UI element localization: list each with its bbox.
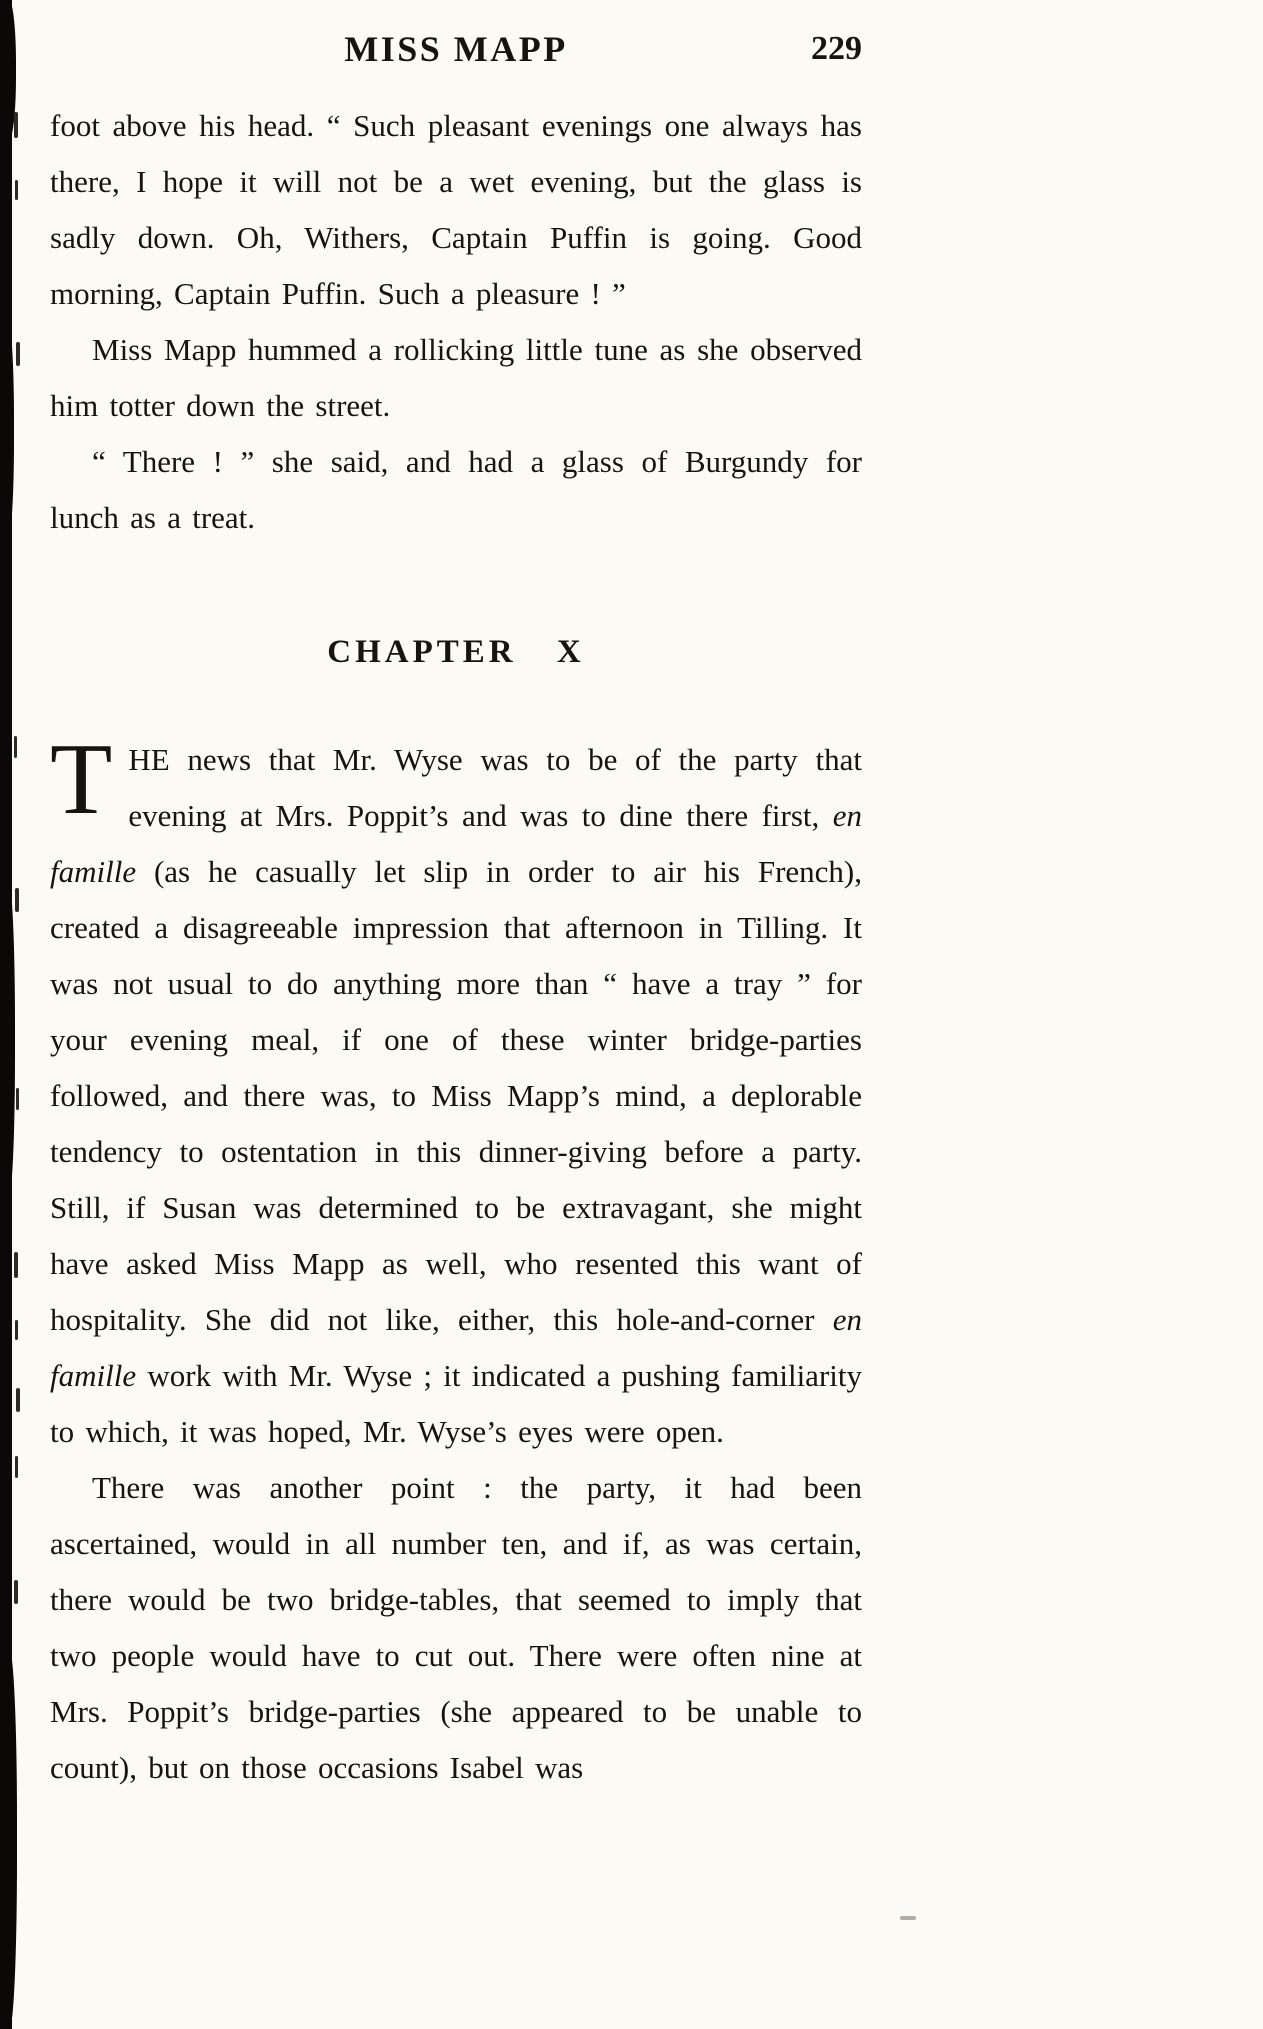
binding-edge-blob bbox=[0, 320, 14, 540]
page-header bbox=[50, 26, 862, 72]
italic-text-run: en famille bbox=[50, 1302, 862, 1393]
binding-edge-blob bbox=[0, 880, 15, 1200]
text-column bbox=[50, 26, 862, 1796]
margin-mark bbox=[15, 888, 19, 912]
margin-mark bbox=[16, 1388, 20, 1412]
text-run: work with Mr. Wyse ; it indicated a pushing familiarity to which, it was hoped, Mr. Wyse’s eyes were open. bbox=[50, 1358, 862, 1449]
scan-binding-shadow bbox=[0, 0, 34, 2029]
margin-mark bbox=[15, 1456, 18, 1478]
text-run: HE news that Mr. Wyse was to be of the party that evening at Mrs. Poppit’s and was to dine there first, bbox=[128, 742, 862, 833]
text-run: There was another point : the party, it had been ascertained, would in all number ten, and if, as was certain, there would be two bridge-tables, that seemed to imply that two people would have to cut out. There were often nine at Mrs. Poppit’s bridge-parties (she appeared to be unable to count), but on those occasions Isabel was bbox=[50, 1470, 862, 1785]
text-run: “ There ! ” she said, and had a glass of Burgundy for lunch as a treat. bbox=[50, 444, 862, 535]
chapter-heading: CHAPTER X bbox=[327, 634, 585, 670]
binding-edge-blob bbox=[0, 0, 16, 140]
margin-mark bbox=[14, 1580, 18, 1604]
paragraph bbox=[50, 723, 862, 1460]
drop-cap: T bbox=[50, 723, 113, 836]
page-body bbox=[50, 98, 862, 1796]
paragraph bbox=[50, 322, 862, 434]
binding-edge-bar bbox=[0, 0, 12, 2029]
chapter-section bbox=[50, 723, 862, 1796]
text-run: Miss Mapp hummed a rollicking little tune as she observed him totter down the street. bbox=[50, 332, 862, 423]
margin-mark bbox=[14, 112, 18, 138]
page-number: 229 bbox=[811, 30, 862, 67]
margin-mark bbox=[14, 736, 17, 758]
binding-edge-blob bbox=[0, 1650, 17, 2029]
intro-section bbox=[50, 98, 862, 546]
paragraph bbox=[50, 434, 862, 546]
text-run: (as he casually let slip in order to air his French), created a disagreeable impression that afternoon in Tilling. It was not usual to do anything more than “ have a tray ” for your evening meal, if one of these winter bridge-parties followed, and there was, to Miss Mapp’s mind, a deplorable tendency to ostentation in this dinner-giving before a party. Still, if Susan was determined to be extravagant, she might have asked Miss Mapp as well, who resented this want of hospitality. She did not like, either, this hole-and-corner bbox=[50, 854, 862, 1337]
stray-scan-mark bbox=[900, 1916, 916, 1920]
paragraph bbox=[50, 98, 862, 322]
text-run: foot above his head. “ Such pleasant evenings one always has there, I hope it will not be a wet evening, but the glass is sadly down. Oh, Withers, Captain Puffin is going. Good morning, Captain Puffin. Such a pleasure ! ” bbox=[50, 108, 862, 311]
margin-mark bbox=[16, 342, 20, 366]
margin-mark bbox=[15, 1320, 18, 1340]
margin-mark bbox=[14, 1252, 18, 1278]
margin-mark bbox=[16, 1088, 19, 1110]
running-title: MISS MAPP bbox=[344, 29, 568, 69]
paragraph bbox=[50, 1460, 862, 1796]
italic-text-run: en famille bbox=[50, 798, 862, 889]
margin-mark bbox=[15, 180, 18, 200]
